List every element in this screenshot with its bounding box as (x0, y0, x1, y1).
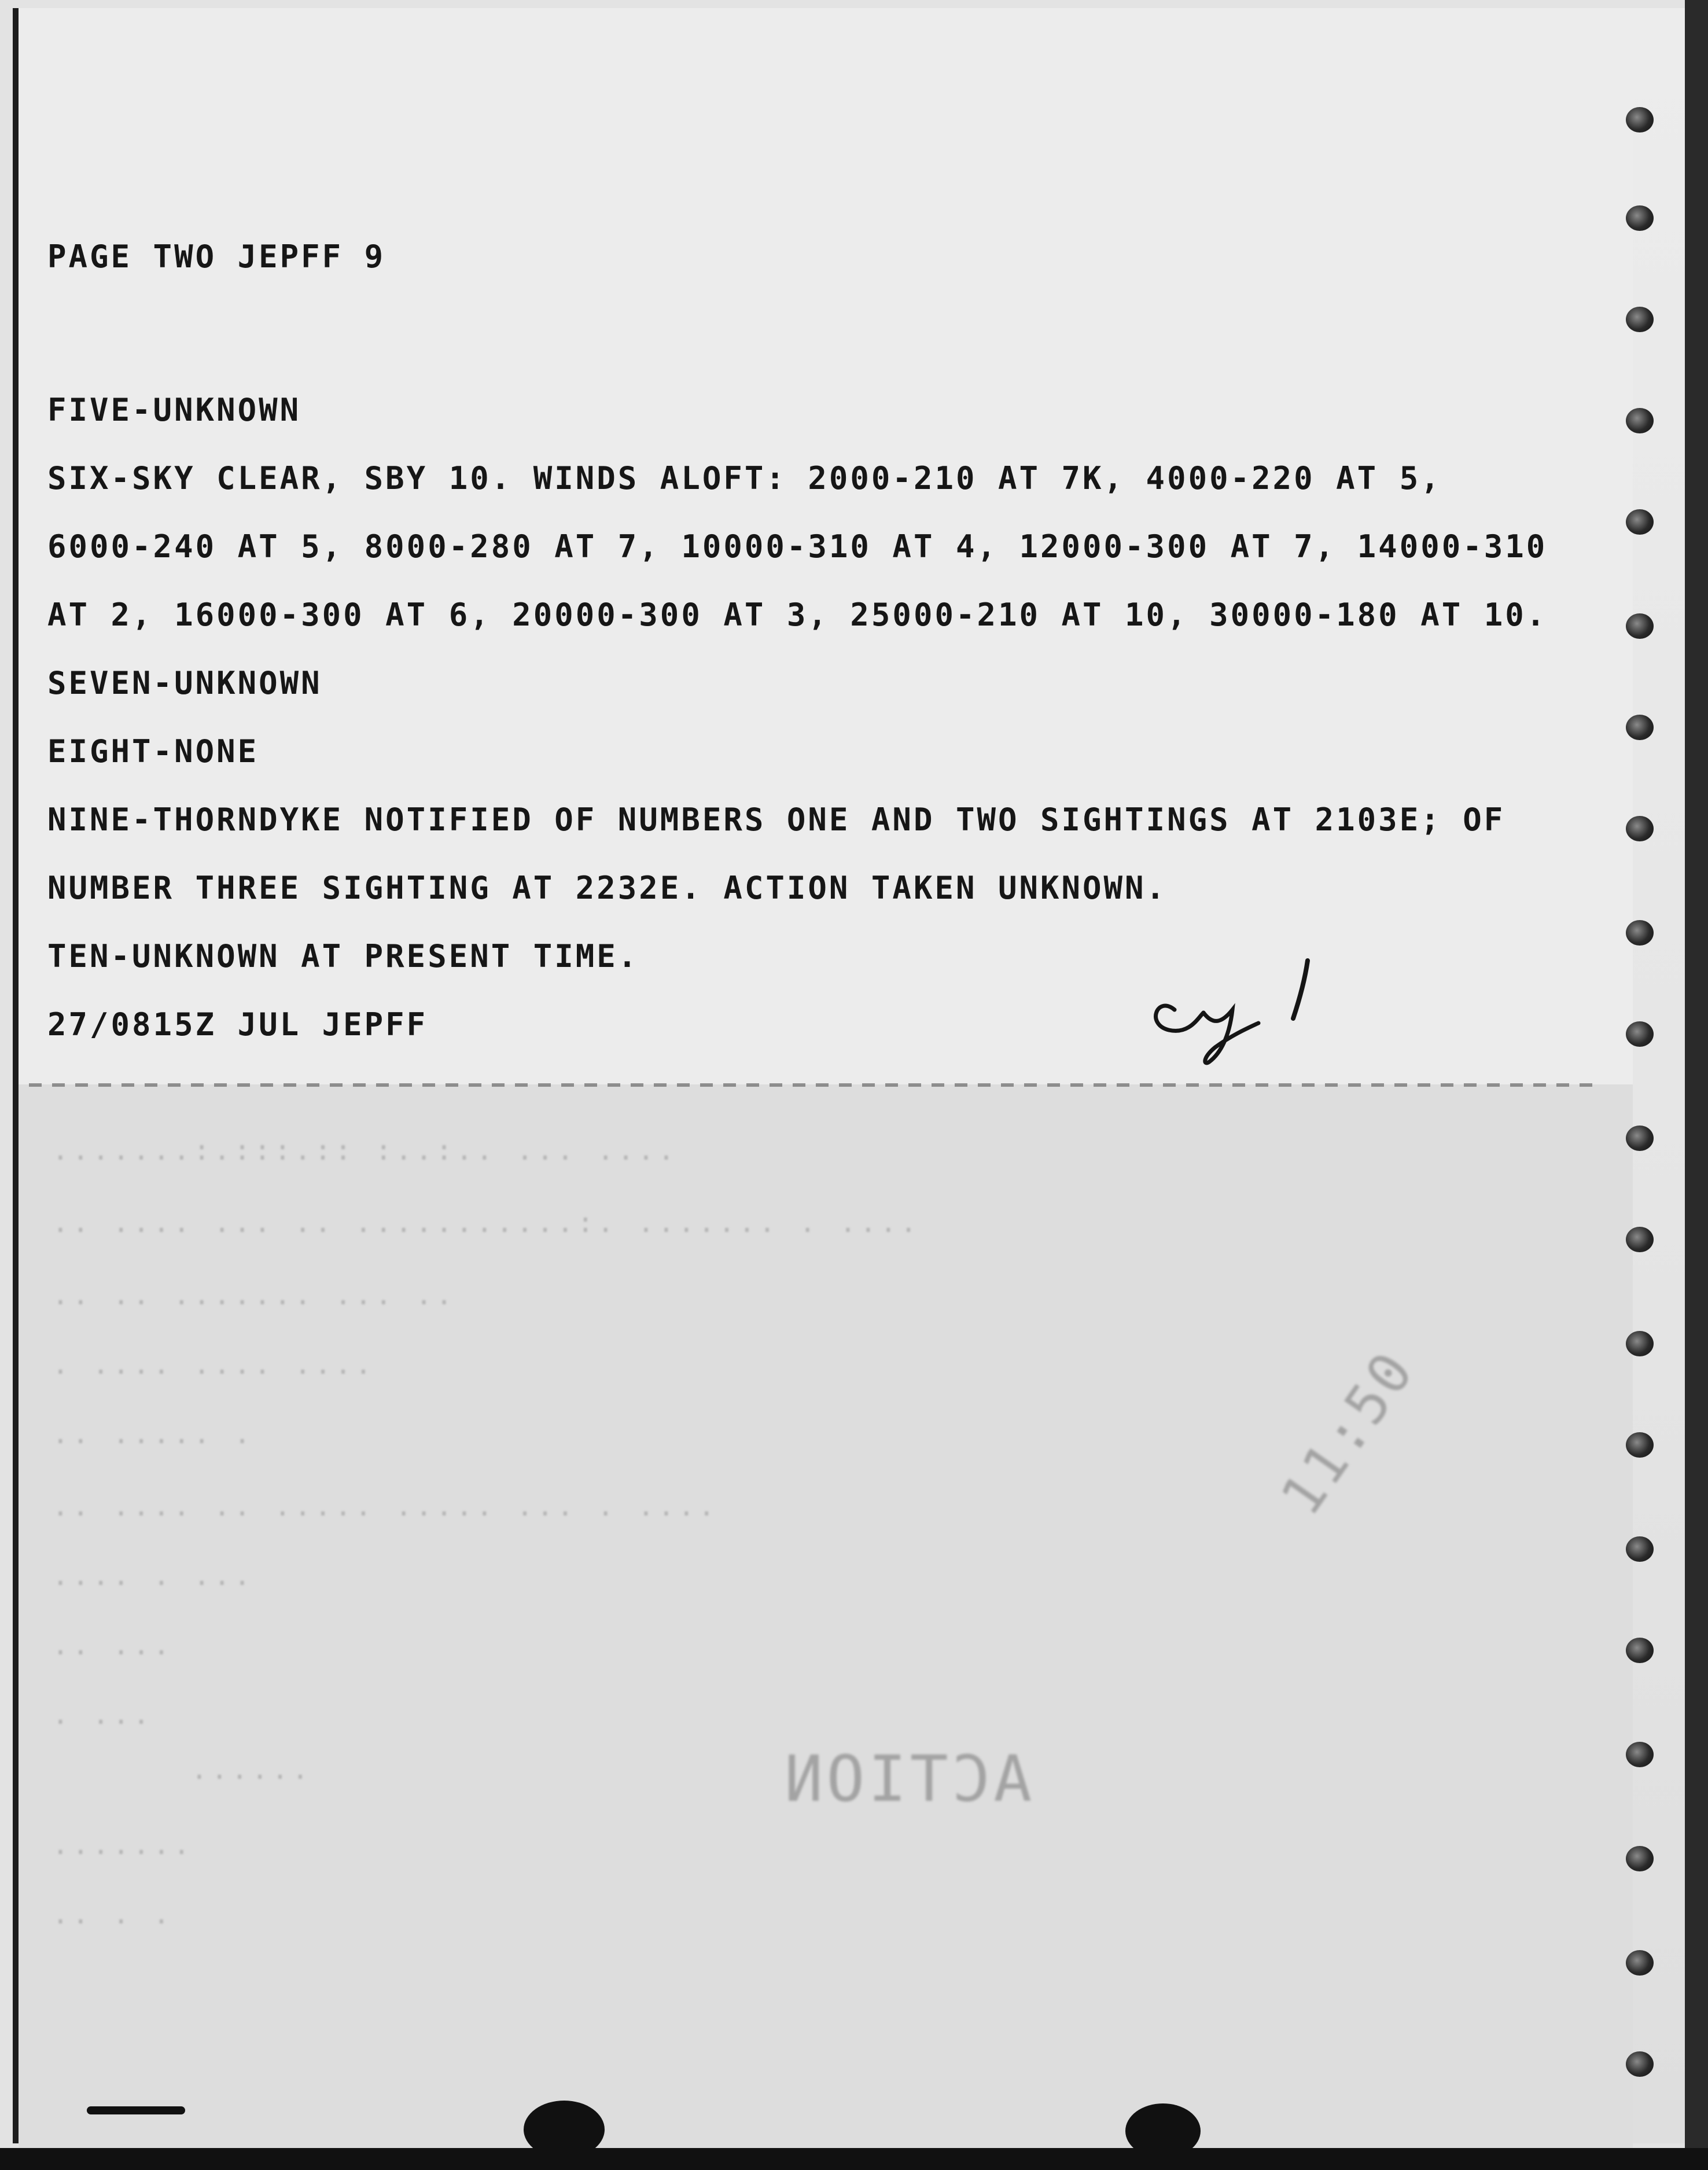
sprocket-hole-icon (1626, 1638, 1654, 1663)
sprocket-hole-icon (1626, 509, 1654, 535)
sprocket-hole-icon (1626, 1126, 1654, 1151)
scan-border-right (1685, 0, 1708, 2170)
sprocket-hole-icon (1626, 816, 1654, 841)
sprocket-hole-icon (1626, 1331, 1654, 1356)
scan-border-bottom (0, 2148, 1708, 2170)
sprocket-hole-icon (1626, 1950, 1654, 1976)
carbon-ghost-text: . ... (52, 1698, 153, 1731)
message-line: NUMBER THREE SIGHTING AT 2232E. ACTION TAKEN UNKNOWN. (47, 870, 1168, 906)
message-line: AT 2, 16000-300 AT 6, 20000-300 AT 3, 25000-210 AT 10, 30000-180 AT 10. (47, 597, 1548, 633)
carbon-ghost-text: ...... (191, 1753, 312, 1786)
message-line: FIVE-UNKNOWN (47, 392, 301, 428)
message-line: SIX-SKY CLEAR, SBY 10. WINDS ALOFT: 2000-210 AT 7K, 4000-220 AT 5, (47, 460, 1442, 496)
sprocket-hole-icon (1626, 1432, 1654, 1458)
action-stamp: ACTION (781, 1742, 1032, 1816)
carbon-ghost-text: .. .. ....... ... .. (52, 1279, 456, 1311)
message-line: TEN-UNKNOWN AT PRESENT TIME. (47, 938, 639, 974)
sprocket-hole-icon (1626, 408, 1654, 433)
carbon-ghost-text: .. ... (52, 1629, 174, 1661)
message-line: NINE-THORNDYKE NOTIFIED OF NUMBERS ONE AND TWO SIGHTINGS AT 2103E; OF (47, 801, 1505, 838)
sprocket-hole-icon (1626, 1846, 1654, 1871)
sprocket-hole-icon (1626, 2051, 1654, 2077)
sprocket-hole-icon (1626, 715, 1654, 740)
sprocket-hole-icon (1626, 613, 1654, 639)
sprocket-hole-icon (1626, 307, 1654, 332)
carbon-ghost-text: .. ..... . (52, 1418, 254, 1450)
ink-smudge (87, 2106, 185, 2114)
sprocket-hole-icon (1626, 205, 1654, 231)
handwritten-initials (1134, 955, 1377, 1071)
carbon-ghost-text: .. .... ... .. ...........:. ....... . .... (52, 1207, 921, 1239)
sprocket-hole-icon (1626, 1536, 1654, 1562)
carbon-ghost-text: ....... (52, 1829, 194, 1861)
page-header: PAGE TWO JEPFF 9 (47, 238, 386, 275)
carbon-ghost-text: .... . ... (52, 1560, 254, 1592)
carbon-backing-area (19, 1084, 1633, 2148)
message-line: 6000-240 AT 5, 8000-280 AT 7, 10000-310 AT 4, 12000-300 AT 7, 14000-310 (47, 528, 1548, 565)
perforation-line (29, 1083, 1603, 1087)
carbon-ghost-text: .. .... .. ..... ..... ... . .... (52, 1490, 719, 1522)
sprocket-hole-icon (1626, 1742, 1654, 1767)
carbon-ghost-text: .......:.:::.:: :..:.. ... .... (52, 1134, 678, 1167)
sprocket-hole-icon (1626, 1227, 1654, 1252)
message-line: EIGHT-NONE (47, 733, 259, 770)
date-time-group: 27/0815Z JUL JEPFF (47, 1006, 428, 1043)
carbon-ghost-text: . .... .... .... (52, 1348, 376, 1381)
sprocket-hole-icon (1626, 107, 1654, 133)
carbon-ghost-text: .. . . (52, 1898, 174, 1930)
sprocket-hole-icon (1626, 920, 1654, 946)
time-stamp: 11:50 (1268, 1338, 1427, 1527)
sprocket-hole-icon (1626, 1021, 1654, 1047)
tractor-feed-strip (1620, 0, 1672, 2170)
message-line: SEVEN-UNKNOWN (47, 665, 322, 701)
